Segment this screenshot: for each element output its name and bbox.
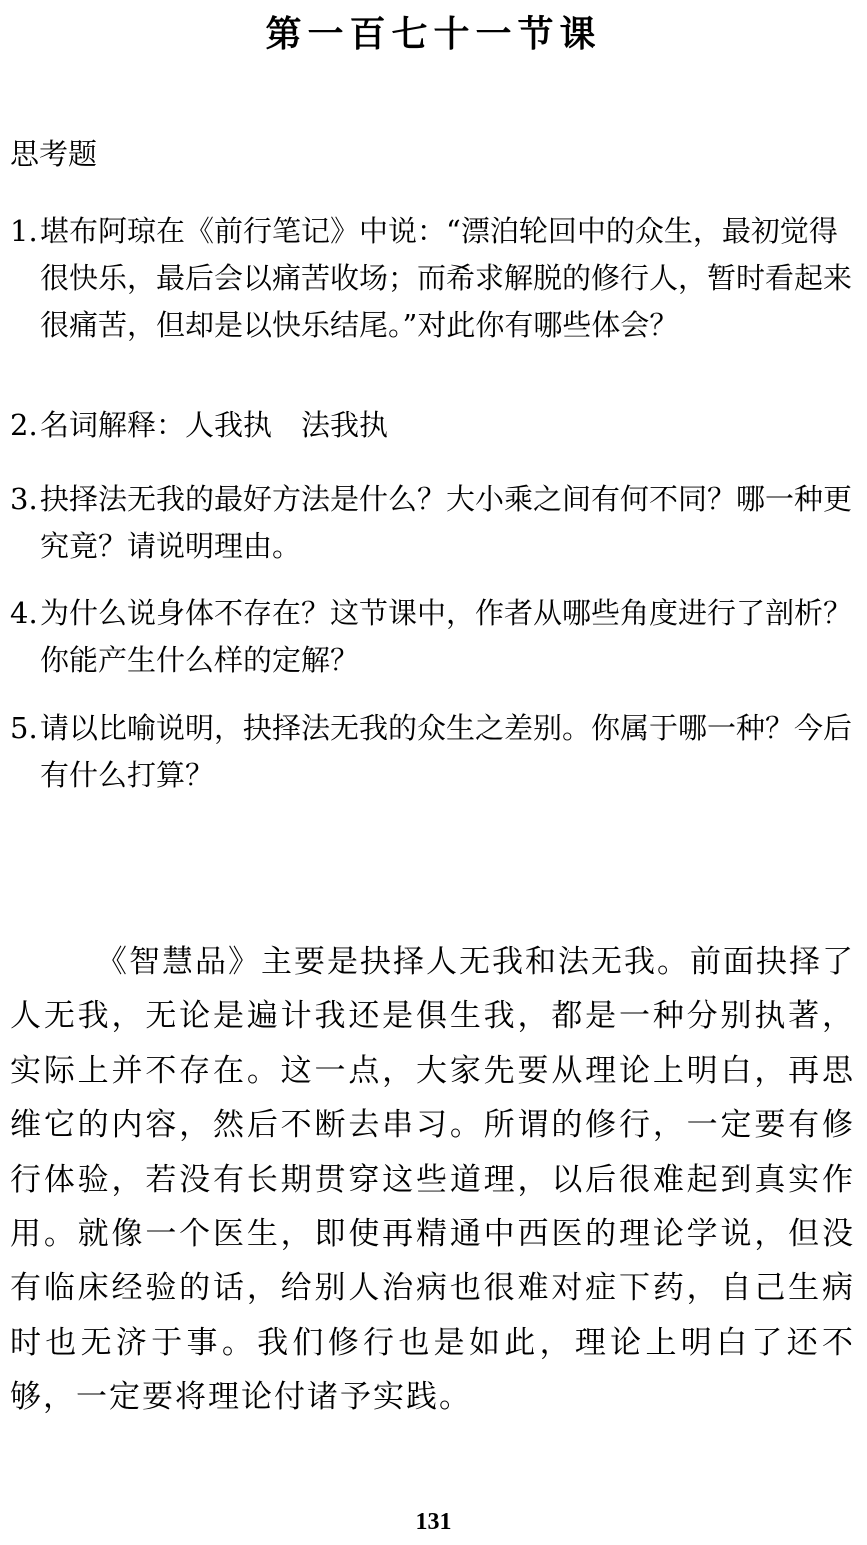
question-number: 5. (10, 711, 38, 745)
question-item (10, 208, 855, 349)
question-number: 1. (10, 214, 38, 248)
question-text: 为什么说身体不存在？这节课中，作者从哪些角度进行了剖析？你能产生什么样的定解？ (40, 596, 853, 677)
question-number: 3. (10, 482, 38, 516)
question-item (10, 402, 855, 449)
page-number: 131 (415, 1509, 452, 1535)
section-heading: 思考题 (10, 137, 98, 171)
question-text: 堪布阿琼在《前行笔记》中说：“漂泊轮回中的众生，最初觉得很快乐，最后会以痛苦收场；而希求解脱的修行人，暂时看起来很痛苦，但却是以快乐结尾。”对此你有哪些体会？ (40, 214, 853, 342)
question-number: 2. (10, 408, 38, 442)
lesson-title: 第一百七十一节课 (265, 13, 602, 55)
question-item (10, 590, 855, 684)
question-item (10, 705, 855, 799)
question-item (10, 476, 855, 570)
question-text: 抉择法无我的最好方法是什么？大小乘之间有何不同？哪一种更究竟？请说明理由。 (40, 482, 853, 563)
body-paragraph: 《智慧品》主要是抉择人无我和法无我。前面抉择了人无我，无论是遍计我还是俱生我，都是一种分别执著，实际上并不存在。这一点，大家先要从理论上明白，再思维它的内容，然后不断去串习。所谓的修行，一定要有修行体验，若没有长期贯穿这些道理，以后很难起到真实作用。就像一个医生，即使再精通中西医的理论学说，但没有临床经验的话，给别人治病也很难对症下药，自己生病时也无济于事。我们修行也是如此，理论上明白了还不够，一定要将理论付诸予实践。 (10, 944, 855, 1416)
question-number: 4. (10, 596, 38, 630)
question-text: 请以比喻说明，抉择法无我的众生之差别。你属于哪一种？今后有什么打算？ (40, 711, 853, 792)
question-text: 名词解释：人我执 法我执 (40, 408, 389, 442)
